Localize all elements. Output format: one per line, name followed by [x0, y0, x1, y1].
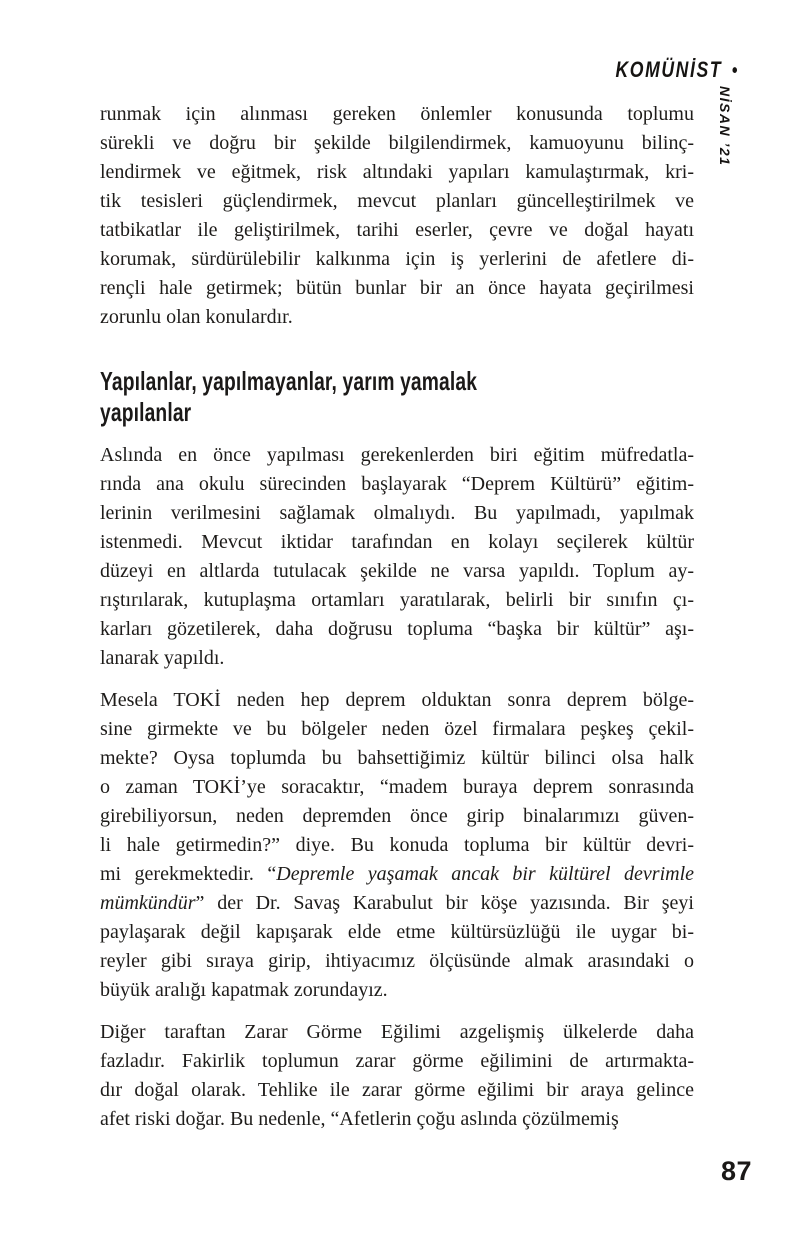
text-line: [100, 947, 694, 976]
text-segment: runmak için alınması gereken önlemler konusunda toplumu: [100, 103, 694, 125]
text-segment: paylaşarak değil kapışarak elde etme kültürsüzlüğü ile uygar bi-: [100, 921, 694, 943]
text-segment: lendirmek ve eğitmek, risk altındaki yapıları kamulaştırmak, kri-: [100, 161, 694, 183]
text-segment: ” der Dr. Savaş Karabulut bir köşe yazısında. Bir şeyi: [195, 892, 694, 914]
text-line: [100, 744, 694, 773]
text-line: [100, 976, 694, 1005]
text-line: [100, 1076, 694, 1105]
text-line: [100, 470, 694, 499]
text-line: [100, 274, 694, 303]
text-segment: istenmedi. Mevcut iktidar tarafından en kolayı seçilerek kültür: [100, 531, 694, 553]
text-segment: rında ana okulu sürecinden başlayarak “Deprem Kültürü” eğitim-: [100, 473, 694, 495]
quoted-italic-text: mümkündür: [100, 892, 196, 914]
text-line: [100, 615, 694, 644]
text-line: [100, 1047, 694, 1076]
text-segment: li hale getirmedin?” diye. Bu konuda topluma bir kültür devri-: [100, 834, 694, 856]
text-segment: afet riski doğar. Bu nedenle, “Afetlerin çoğu aslında çözülmemiş: [100, 1108, 619, 1130]
text-line: [100, 831, 694, 860]
text-line: [100, 129, 694, 158]
text-segment: o zaman TOKİ’ye soracaktır, “madem buraya deprem sonrasında: [100, 776, 694, 798]
text-line: [100, 802, 694, 831]
text-segment: reyler gibi sıraya girip, ihtiyacımız ölçüsünde almak arasındaki o: [100, 950, 694, 972]
text-line: [100, 303, 694, 332]
text-segment: korumak, sürdürülebilir kalkınma için iş yerlerini de afetlere di-: [100, 248, 694, 270]
text-segment: sine girmekte ve bu bölgeler neden özel firmalara peşkeş çekil-: [100, 718, 694, 740]
text-segment: tatbikatlar ile geliştirilmek, tarihi eserler, çevre ve doğal hayatı: [100, 219, 694, 241]
text-line: [100, 889, 694, 918]
text-segment: zorunlu olan konulardır.: [100, 306, 293, 328]
text-segment: fazladır. Fakirlik toplumun zarar görme eğilimini de artırmakta-: [100, 1050, 694, 1072]
text-segment: düzeyi en altlarda tutulacak şekilde ne varsa yapıldı. Toplum ay-: [100, 560, 694, 582]
masthead: [615, 57, 737, 83]
text-segment: Diğer taraftan Zarar Görme Eğilimi azgelişmiş ülkelerde daha: [100, 1021, 694, 1043]
body-paragraph: [100, 686, 694, 1005]
quoted-italic-text: Depremle yaşamak ancak bir kültürel devrimle: [276, 863, 695, 885]
text-segment: mi gerekmektedir. “: [100, 863, 277, 885]
text-line: [100, 158, 694, 187]
text-segment: girebiliyorsun, neden depremden önce girip binalarımızı güven-: [100, 805, 694, 827]
text-line: [100, 100, 694, 129]
text-segment: dır doğal olarak. Tehlike ile zarar görme eğilimi bir araya gelince: [100, 1079, 694, 1101]
section-heading-text: Yapılanlar, yapılmayanlar, yarım yamalak yapılanlar: [100, 366, 478, 427]
text-segment: rıştırılarak, kutuplaşma ortamları yaratılarak, belirli bir sınıfın çı-: [100, 589, 694, 611]
magazine-title: KOMÜNİST: [615, 57, 722, 82]
text-line: [100, 860, 694, 889]
text-line: [100, 557, 694, 586]
text-segment: Mesela TOKİ neden hep deprem olduktan sonra deprem bölge-: [100, 689, 694, 711]
text-segment: rençli hale getirmek; bütün bunlar bir an önce hayata geçirilmesi: [100, 277, 694, 299]
text-line: [100, 1018, 694, 1047]
article-body: [100, 100, 694, 1147]
text-line: [100, 1105, 694, 1134]
page-number: 87: [720, 1156, 752, 1186]
text-line: [100, 499, 694, 528]
body-paragraph: [100, 100, 694, 332]
text-line: [100, 586, 694, 615]
issue-date-vertical: NİSAN ’21: [717, 86, 733, 167]
text-line: [100, 773, 694, 802]
text-line: [100, 686, 694, 715]
text-line: [100, 245, 694, 274]
text-line: [100, 644, 694, 673]
text-segment: lanarak yapıldı.: [100, 647, 225, 669]
text-segment: lerinin verilmesini sağlamak olmalıydı. Bu yapılmadı, yapılmak: [100, 502, 694, 524]
section-heading: [100, 366, 694, 428]
body-paragraph: [100, 441, 694, 673]
text-line: [100, 715, 694, 744]
text-line: [100, 918, 694, 947]
bullet-icon: •: [731, 60, 737, 82]
text-segment: tik tesisleri güçlendirmek, mevcut planları güncelleştirilmek ve: [100, 190, 694, 212]
text-segment: karları gözetilerek, daha doğrusu topluma “başka bir kültür” aşı-: [100, 618, 694, 640]
text-segment: büyük aralığı kapatmak zorundayız.: [100, 979, 388, 1001]
text-line: [100, 528, 694, 557]
text-segment: sürekli ve doğru bir şekilde bilgilendirmek, kamuoyunu bilinç-: [100, 132, 694, 154]
text-segment: mekte? Oysa toplumda bu bahsettiğimiz kültür bilinci olsa halk: [100, 747, 694, 769]
text-line: [100, 216, 694, 245]
text-line: [100, 441, 694, 470]
body-paragraph: [100, 1018, 694, 1134]
text-segment: Aslında en önce yapılması gerekenlerden biri eğitim müfredatla-: [100, 444, 694, 466]
text-line: [100, 187, 694, 216]
